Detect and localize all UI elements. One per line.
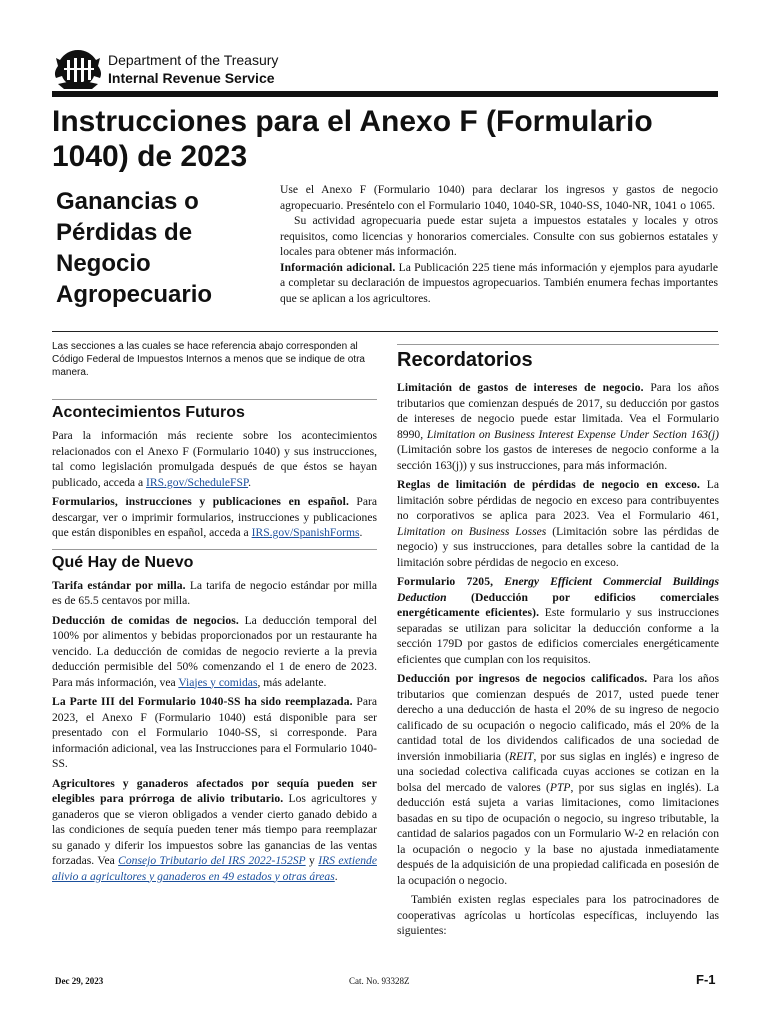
travel-meals-link[interactable]: Viajes y comidas [178, 675, 258, 689]
new-p4-label: Agricultores y ganaderos afectados por sequía pueden ser elegibles para prórroga de alivio tributario. [52, 776, 377, 805]
right-column [397, 344, 719, 943]
new-p2-label: Deducción de comidas de negocios. [52, 613, 239, 627]
new-paragraph-4 [52, 776, 377, 885]
page-number: F-1 [696, 972, 716, 987]
reminder-2 [397, 477, 719, 570]
new-paragraph-1 [52, 578, 377, 609]
reminder-4-text-1: Para los años tributarios que comienzan después de 2017, usted puede tener derecho a una deducción de hasta el 20% de su ingreso de negocio calificado de su ocupación o negocio calificado, más el 20% de la cantidad total de los dividendos calificados de una sociedad de inversión inmobiliaria ( [397, 672, 720, 763]
footer-date: Dec 29, 2023 [55, 976, 104, 986]
reminder-4-reit: REIT [508, 749, 534, 763]
new-p1-label: Tarifa estándar por milla. [52, 578, 186, 592]
document-title: Instrucciones para el Anexo F (Formulario 1040) de 2023 [52, 105, 653, 173]
agency-name: Internal Revenue Service [108, 70, 275, 86]
new-p1-text: La tarifa de negocio estándar por milla es de 65.5 centavos por milla. [52, 578, 377, 607]
future-p1-text: Para la información más reciente sobre los acontecimientos relacionados con el Anexo F (Formulario 1040) y sus instrucciones, tal como legislación promulgada después de que éstos se hayan publicado, acceda a [52, 429, 377, 489]
reminder-1-italic: Limitation on Business Interest Expense Under Section 163(j) [426, 427, 719, 441]
left-column [52, 340, 377, 888]
new-p2-end: , más adelante. [257, 675, 327, 689]
reminder-1 [397, 380, 719, 473]
reminder-4-label: Deducción por ingresos de negocios calificados. [397, 672, 648, 685]
reminder-4-ptp: PTP [549, 780, 571, 794]
future-paragraph-2 [52, 494, 377, 541]
future-p2-end: . [359, 526, 363, 539]
reminder-3-label-italic: Energy Efficient Commercial Buildings Deduction [397, 575, 719, 604]
reminder-2-text: La limitación sobre pérdidas de negocio en exceso para contribuyentes no corporativos se aplica para 2023. Vea el Formulario 461, [397, 478, 719, 522]
intro-p3-text: La Publicación 225 tiene más información y ejemplos para ayudarle a completar su declaración de impuestos agropecuarios. También enumera fechas importantes que se aplican a los agricultores. [280, 260, 718, 305]
new-p4-end: . [334, 869, 338, 883]
reminder-4-text-2: , por sus siglas en inglés) e ingreso de una sociedad colectiva calificada cuyas acciones se cotizan en la bolsa del mercado de valores ( [397, 749, 719, 794]
future-developments-heading: Acontecimientos Futuros [52, 399, 377, 423]
department-name: Department of the Treasury [108, 52, 279, 68]
reminder-3-text: Este formulario y sus instrucciones separadas se utilizan para solicitar la deducción conforme a la sección 179D por gastos de edificios comerciales energéticamente eficientes que cumplan con los requisitos. [397, 606, 719, 666]
reminder-1-text: Para los años tributarios que comienzan después de 2017, su deducción por gastos de intereses de negocio puede estar limitada. Vea el Formulario 8990, [397, 381, 719, 441]
new-p4-text: Los agricultores y ganaderos que se vieron obligados a vender cierto ganado debido a las condiciones de sequía pueden tener más tiempo para reemplazar su ganado y diferir los impuestos sobre las ganancias de las ventas forzadas. Vea [52, 792, 377, 867]
intro-section [280, 182, 718, 306]
reminder-3-label-end: (Deducción por edificios comerciales energéticamente eficientes). [397, 590, 719, 619]
future-p1-end: . [248, 475, 251, 489]
reminder-1-end: (Limitación sobre los gastos de intereses de negocio conforme a la sección 163(j)) y sus instrucciones, para más información. [397, 443, 719, 472]
new-p3-text: Para 2023, el Anexo F (Formulario 1040) está disponible para ser presentado con el Formulario 1040-SS, si corresponde. Para información adicional, vea las Instrucciones para el Formulario 1040-SS. [52, 695, 377, 770]
reminder-2-end: (Limitación sobre las pérdidas de negocio) y sus instrucciones, para detalles sobre la cantidad de la limitación sobre pérdidas de negocio en exceso. [397, 524, 719, 569]
reminder-2-italic: Limitation on Business Losses [397, 524, 547, 538]
code-reference-note: Las secciones a las cuales se hace referencia abajo corresponden al Código Federal de Impuestos Internos a menos que se indique de otra manera. [52, 341, 365, 378]
reminder-2-label: Reglas de limitación de pérdidas de negocio en exceso. [397, 478, 701, 491]
spanishforms-link[interactable]: IRS.gov/SpanishForms [251, 526, 360, 539]
reminders-heading: Recordatorios [397, 344, 719, 372]
schedulefsp-link[interactable]: IRS.gov/ScheduleFSP [145, 475, 249, 489]
reminder-5: También existen reglas especiales para los patrocinadores de cooperativas agrícolas u hortícolas específicas, incluyendo las siguientes: [397, 893, 719, 937]
irs-eagle-logo-icon [52, 48, 104, 90]
document-subtitle: Ganancias o Pérdidas de Negocio Agropecuario [56, 188, 213, 308]
intro-paragraph-1: Use el Anexo F (Formulario 1040) para declarar los ingresos y gastos de negocio agropecuario. Preséntelo con el Formulario 1040, 1040-SR, 1040-SS, 1040-NR, 1041 o 1065. [280, 183, 718, 212]
tax-tip-link[interactable]: Consejo Tributario del IRS 2022-152SP [118, 854, 306, 867]
drought-relief-link[interactable]: IRS extiende alivio a agricultores y ganaderos en 49 estados y otras áreas [52, 854, 377, 883]
new-p4-mid: y [305, 854, 319, 867]
reminder-4 [397, 671, 719, 888]
footer-catalog-number: Cat. No. 93328Z [349, 976, 410, 986]
new-p2-text: La deducción temporal del 100% por alimentos y bebidas proporcionados por un restaurante ha vencido. La deducción de comidas de negocio revierte a la previa deducción permisible del 50% comenzando el 1 de enero de 2023. Para más información, vea [52, 613, 377, 689]
section-divider [52, 331, 718, 332]
future-paragraph-1 [52, 428, 377, 490]
whats-new-heading: Qué Hay de Nuevo [52, 549, 377, 573]
reminder-3-label: Formulario 7205, [397, 575, 505, 588]
new-p3-label: La Parte III del Formulario 1040-SS ha sido reemplazada. [52, 695, 353, 708]
reminder-3 [397, 574, 719, 667]
reminder-4-text-3: , por sus siglas en inglés). La deducción está sujeta a varias limitaciones, como limitaciones basadas en su tipo de ocupación o negocio, su ingreso tributable, la cantidad de salarios pagados con un Formulario W-2 en relación con la ocupación o negocio y la base no ajustada inmediatamente después de la adquisición de una propiedad calificada en posesión de la ocupación o negocio. [397, 780, 719, 887]
new-paragraph-2 [52, 613, 377, 691]
intro-p3-label: Información adicional. [280, 260, 396, 274]
future-p2-label: Formularios, instrucciones y publicaciones en español. [52, 495, 349, 508]
new-paragraph-3 [52, 694, 377, 772]
header-rule [52, 91, 718, 97]
reminder-1-label: Limitación de gastos de intereses de negocio. [397, 381, 644, 394]
future-p2-text: Para descargar, ver o imprimir formularios, instrucciones y publicaciones que están disponibles en español, acceda a [52, 495, 377, 539]
intro-paragraph-3 [280, 260, 718, 307]
intro-paragraph-2: Su actividad agropecuaria puede estar sujeta a impuestos estatales y locales y otros requisitos, como licencias y honorarios comerciales. Consulte con sus gobiernos estatales y locales para obtener más información. [280, 214, 718, 258]
